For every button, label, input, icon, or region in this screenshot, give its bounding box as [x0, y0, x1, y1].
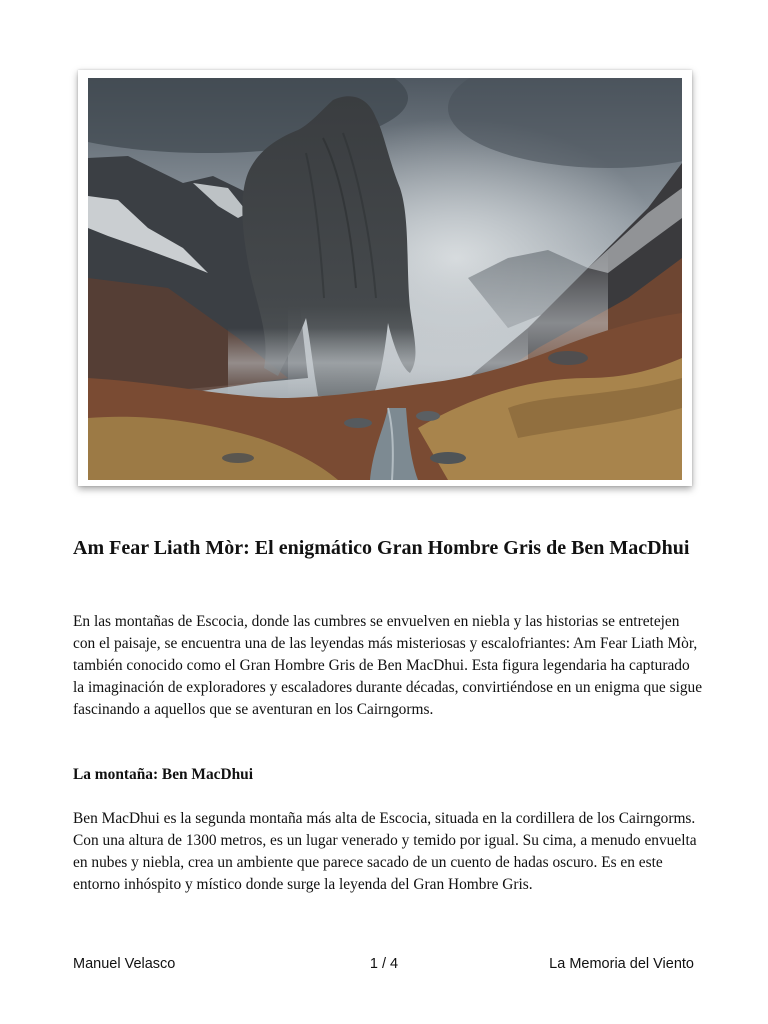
mountain-paragraph: Ben MacDhui es la segunda montaña más alta de Escocia, situada en la cordillera de los Cairngorms. Con una altura de 1300 metros, es un lugar venerado y temido por igual. Su cima, a menudo envuelta en nubes y niebla, crea un ambiente que parece sacado de un cuento de hadas oscuro. Es en este entorno inhóspito y místico donde surge la leyenda del Gran Hombre Gris. — [73, 810, 697, 893]
footer-page-number: 1 / 4 — [369, 956, 399, 972]
giant-in-mountains-photo — [88, 78, 682, 480]
article-title: Am Fear Liath Mòr: El enigmático Gran Hombre Gris de Ben MacDhui — [73, 537, 690, 559]
intro-paragraph: En las montañas de Escocia, donde las cumbres se envuelven en niebla y las historias se entretejen con el paisaje, se encuentra una de las leyendas más misteriosas y escalofriantes: Am Fear Liath Mòr, también conocido como el Gran Hombre Gris de Ben MacDhui. Esta figura legendaria ha capturado la imaginación de exploradores y escaladores durante décadas, convirtiéndose en un enigma que sigue fascinando a aquellos que se aventuran en los Cairngorms. — [73, 613, 703, 718]
photo-frame — [78, 70, 692, 486]
section-heading: La montaña: Ben MacDhui — [73, 766, 253, 783]
footer-author: Manuel Velasco — [73, 956, 176, 972]
mountain-scene-illustration — [88, 78, 682, 480]
footer-publication: La Memoria del Viento — [549, 956, 694, 972]
